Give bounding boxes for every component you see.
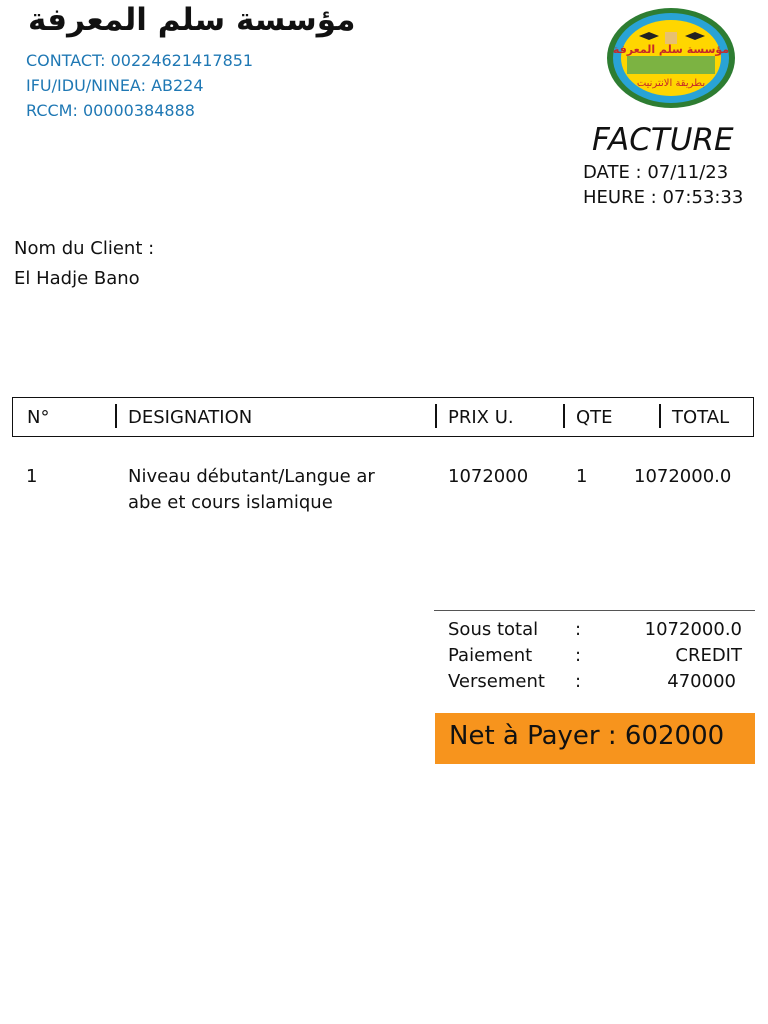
payment-value: CREDIT: [675, 645, 742, 666]
table-header: [12, 397, 754, 437]
invoice-title: FACTURE: [592, 122, 734, 158]
subtotal-value: 1072000.0: [644, 619, 742, 640]
client-name: El Hadje Bano: [14, 268, 140, 289]
company-logo: [605, 6, 737, 110]
row-num: 1: [26, 466, 38, 487]
column-header-designation: DESIGNATION: [128, 407, 253, 428]
client-label: Nom du Client :: [14, 238, 155, 259]
row-designation-line2: abe et cours islamique: [128, 492, 333, 513]
logo-ground: [627, 56, 715, 74]
deposit-value: 470000: [667, 671, 736, 692]
subtotal-label: Sous total: [448, 619, 539, 640]
contact-text: CONTACT: 00224621417851: [26, 51, 254, 70]
logo-top-text: مؤسسة سلم المعرفة: [612, 43, 730, 56]
column-divider: [659, 404, 661, 428]
payment-label: Paiement: [448, 645, 533, 666]
ifu-text: IFU/IDU/NINEA: AB224: [26, 76, 204, 95]
column-divider: [115, 404, 117, 428]
deposit-colon: :: [575, 671, 582, 692]
column-header-qty: QTE: [576, 407, 613, 428]
column-divider: [435, 404, 437, 428]
row-designation-line1: Niveau débutant/Langue ar: [128, 466, 375, 487]
summary-divider: [434, 610, 755, 611]
invoice-date: DATE : 07/11/23: [583, 162, 729, 183]
deposit-label: Versement: [448, 671, 545, 692]
payment-colon: :: [575, 645, 582, 666]
logo-bottom-text: بطريقة الانترنيت: [636, 78, 706, 89]
subtotal-colon: :: [575, 619, 582, 640]
row-price: 1072000: [448, 466, 529, 487]
company-name: مؤسسة سلم المعرفة: [28, 2, 356, 38]
row-qty: 1: [576, 466, 588, 487]
net-to-pay-box: [435, 713, 755, 764]
column-divider: [563, 404, 565, 428]
column-header-num: N°: [27, 407, 50, 428]
rccm-text: RCCM: 00000384888: [26, 101, 195, 120]
column-header-price: PRIX U.: [448, 407, 514, 428]
invoice-time: HEURE : 07:53:33: [583, 187, 744, 208]
column-header-total: TOTAL: [672, 407, 730, 428]
net-to-pay-text: Net à Payer : 602000: [449, 721, 725, 751]
row-total: 1072000.0: [634, 466, 732, 487]
